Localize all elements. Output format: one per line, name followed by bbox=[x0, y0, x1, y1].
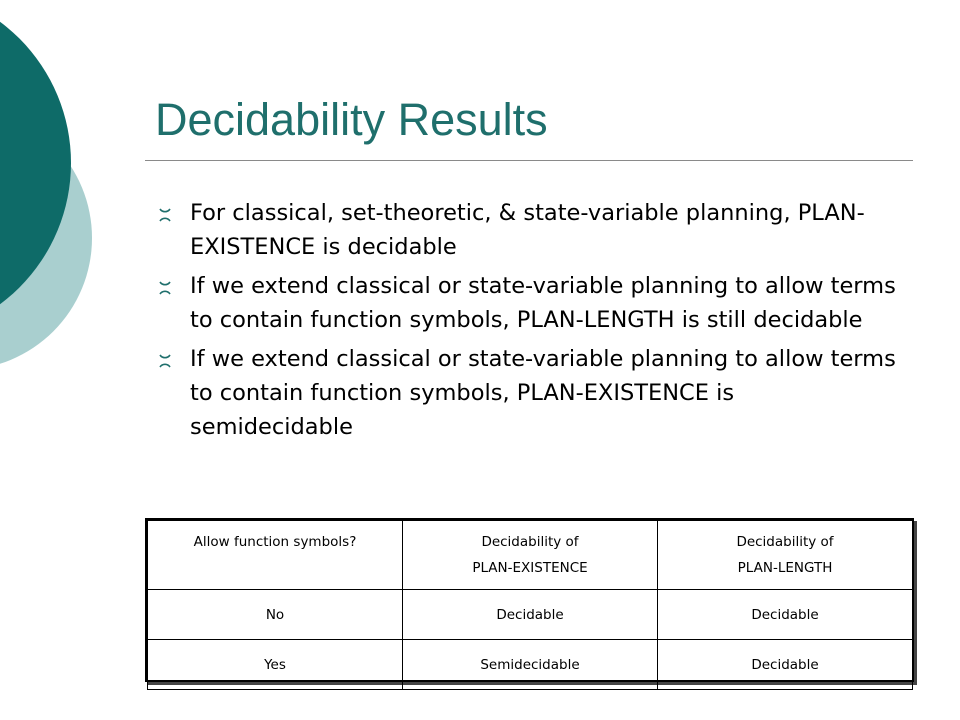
bullet-arc-icon bbox=[157, 343, 173, 377]
title-divider bbox=[145, 160, 913, 161]
decorative-circles bbox=[0, 0, 140, 400]
table-row bbox=[148, 590, 913, 640]
table-cell: No bbox=[148, 590, 403, 640]
table-header-row bbox=[148, 521, 913, 590]
bullet-arc-icon bbox=[157, 197, 173, 231]
header-cell bbox=[148, 521, 403, 590]
bullet-list bbox=[157, 196, 902, 449]
header-line: Decidability of bbox=[736, 534, 834, 550]
header-line: Decidability of bbox=[481, 534, 579, 550]
decidability-grid bbox=[147, 520, 913, 690]
table-row bbox=[148, 640, 913, 690]
bullet-arc-icon bbox=[157, 270, 173, 304]
header-line: PLAN-LENGTH bbox=[737, 560, 833, 576]
table-cell: Decidable bbox=[403, 590, 658, 640]
bullet-text: If we extend classical or state-variable planning to allow terms to contain function symbols, PLAN-EXISTENCE is semidecidable bbox=[190, 346, 896, 440]
table-cell: Decidable bbox=[658, 640, 913, 690]
bullet-item bbox=[157, 342, 902, 444]
table-cell: Yes bbox=[148, 640, 403, 690]
bullet-text: For classical, set-theoretic, & state-variable planning, PLAN-EXISTENCE is decidable bbox=[190, 200, 865, 260]
table-cell: Semidecidable bbox=[403, 640, 658, 690]
header-cell bbox=[658, 521, 913, 590]
bullet-text: If we extend classical or state-variable planning to allow terms to contain function symbols, PLAN-LENGTH is still decidable bbox=[190, 273, 896, 333]
header-line: Allow function symbols? bbox=[193, 534, 357, 550]
header-line: PLAN-EXISTENCE bbox=[472, 560, 588, 576]
bullet-item bbox=[157, 196, 902, 264]
table-cell: Decidable bbox=[658, 590, 913, 640]
slide-title: Decidability Results bbox=[155, 94, 548, 145]
decidability-table bbox=[145, 518, 914, 682]
header-cell bbox=[403, 521, 658, 590]
bullet-item bbox=[157, 269, 902, 337]
